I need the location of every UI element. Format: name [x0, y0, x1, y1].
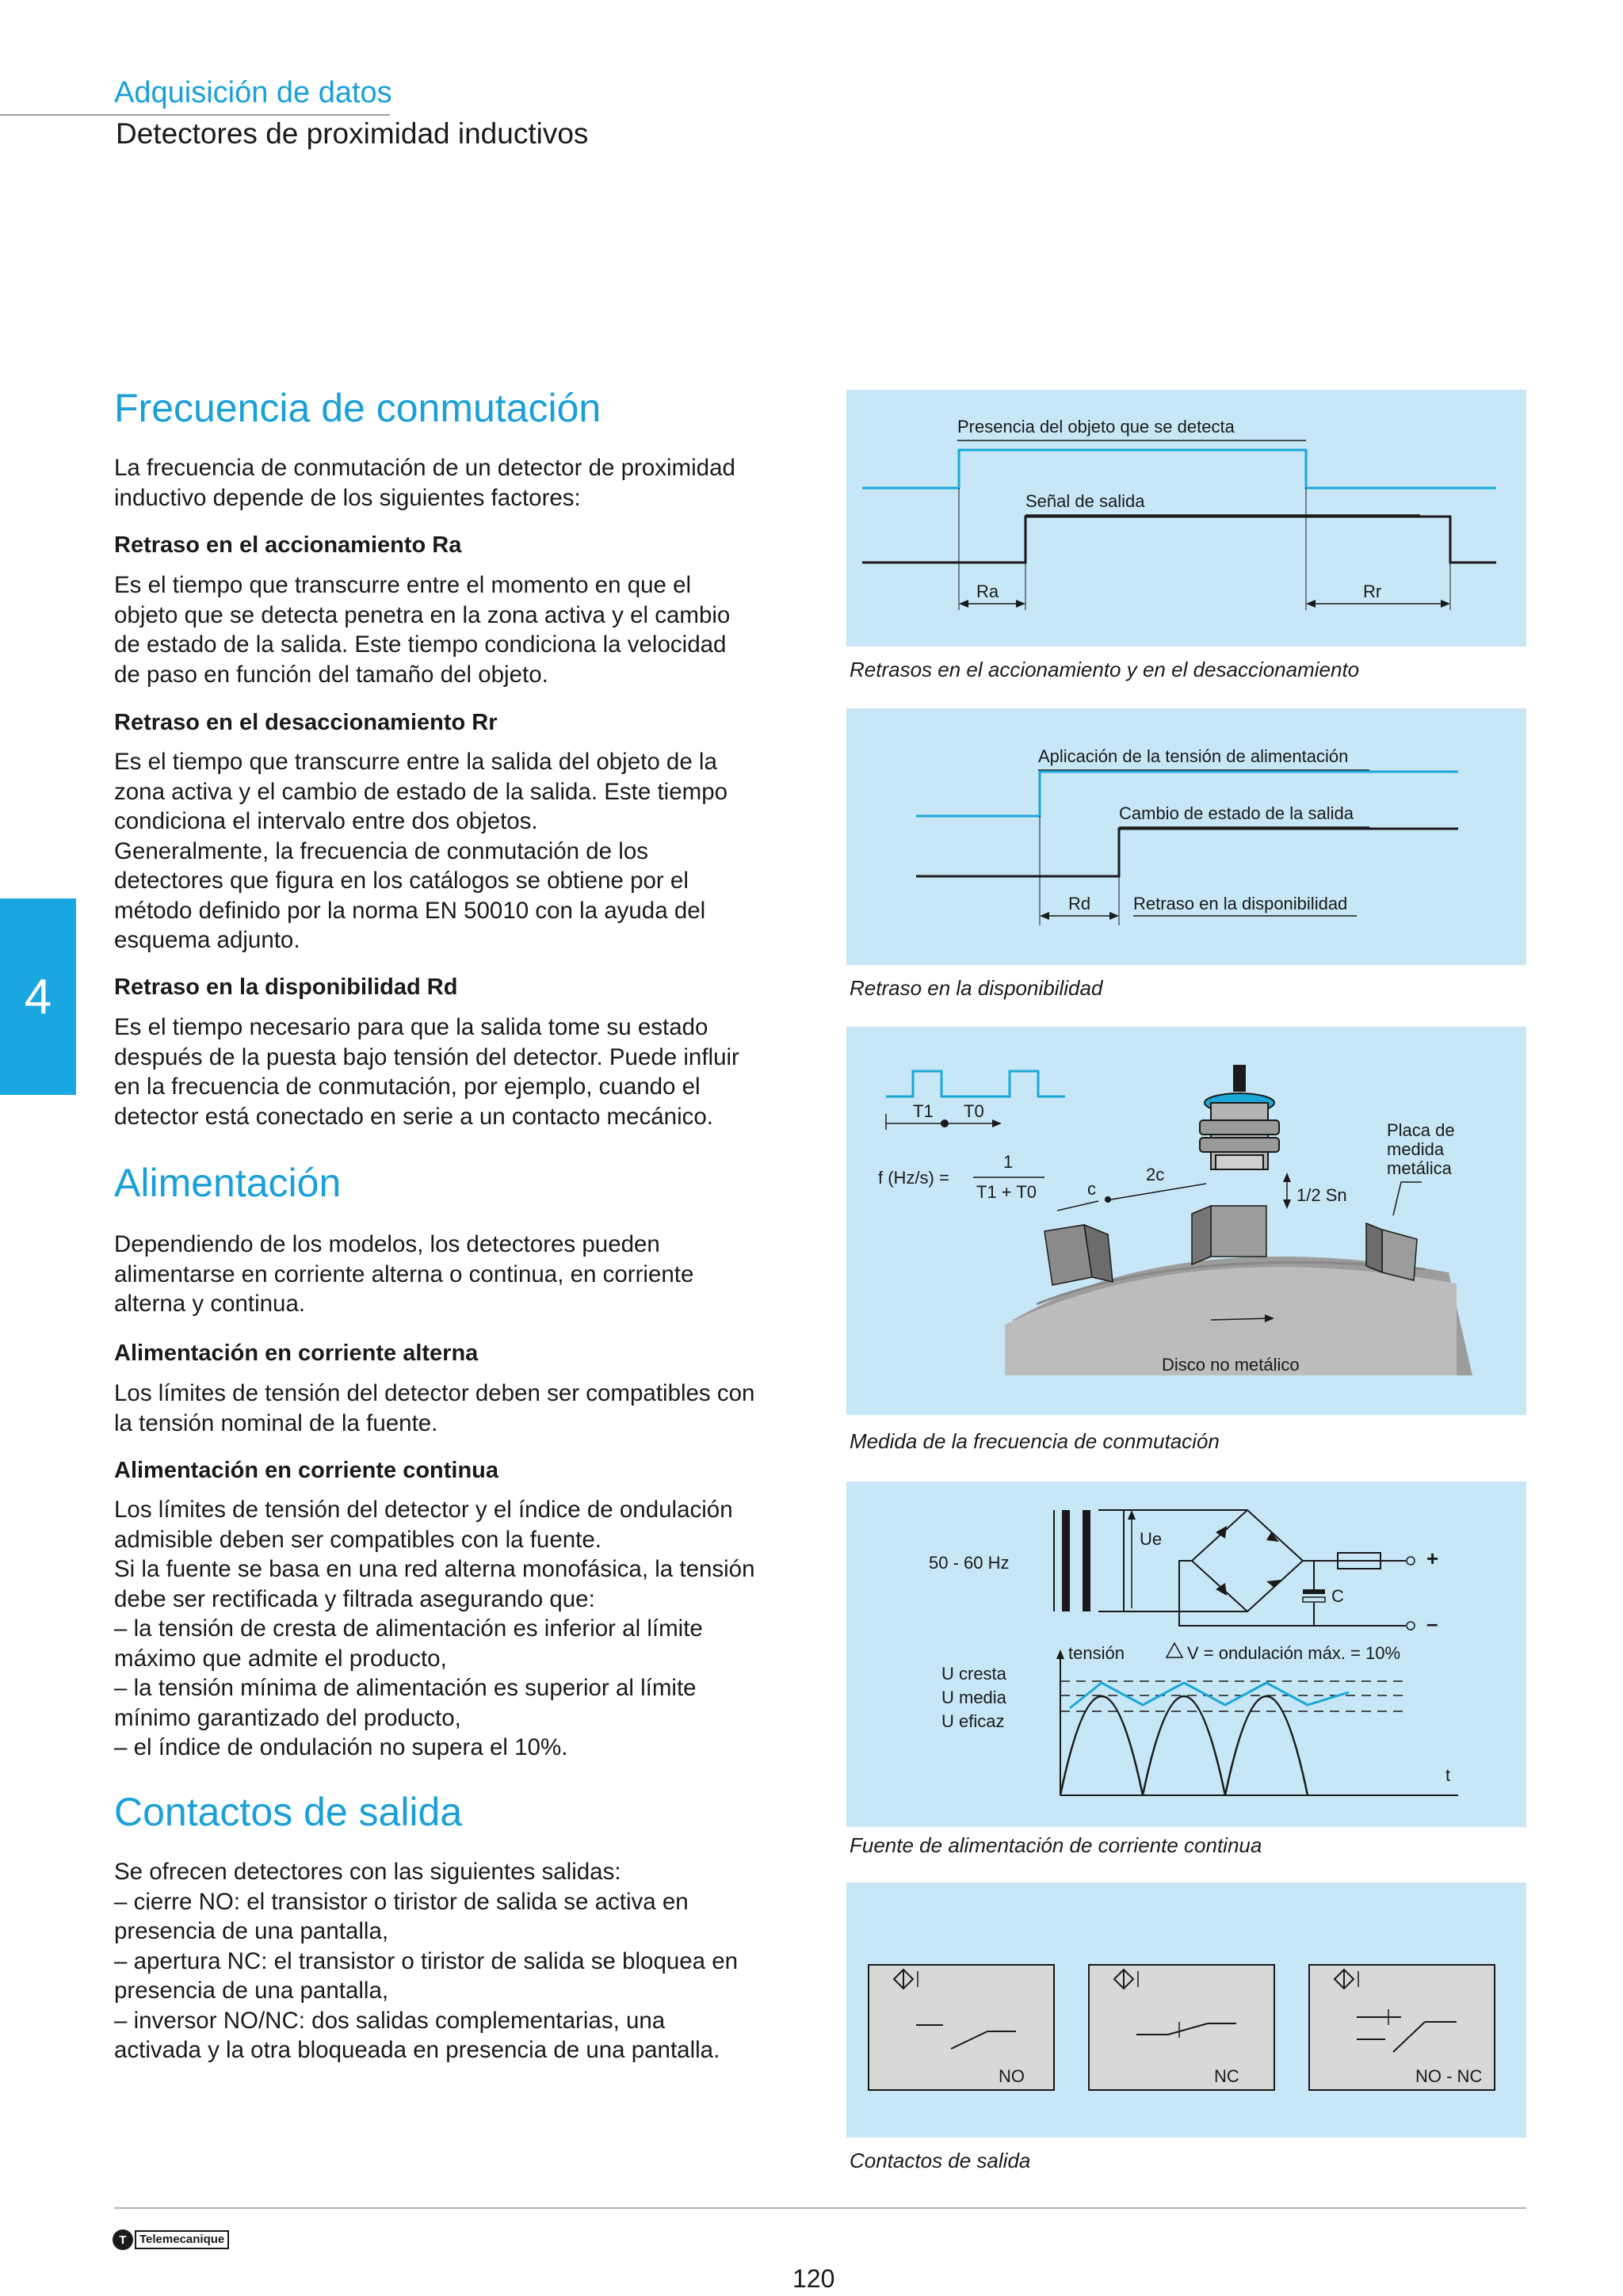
ac-text: Los límites de tensión del detector deben ser compatibles con la tensión nominal de la fuente. — [114, 1380, 755, 1436]
fig4-ueficaz: U eficaz — [941, 1711, 1005, 1731]
contact-no-label: NO — [999, 2066, 1025, 2086]
figure-switching-measure-svg — [846, 1027, 1526, 1415]
fig4-minus: – — [1426, 1611, 1438, 1635]
fig3-t-arrow — [992, 1119, 1002, 1127]
fig3-plate-2: medida — [1387, 1139, 1445, 1159]
fig3-tooth-center-side — [1192, 1206, 1211, 1264]
subheading-dc: Alimentación en corriente continua — [114, 1458, 499, 1483]
subheading-ra: Retraso en el accionamiento Ra — [114, 532, 462, 558]
fig3-sensor-nut2 — [1200, 1138, 1279, 1152]
fig3-tooth-center — [1211, 1206, 1266, 1257]
caption-fig2: Retraso en la disponibilidad — [850, 976, 1103, 1000]
figure-dc-supply — [846, 1482, 1526, 1827]
fig3-plate-1: Placa de — [1387, 1120, 1455, 1140]
fig4-ue-arrow — [1128, 1510, 1136, 1520]
fig3-t-dot — [941, 1119, 949, 1127]
fig4-cap-plate1 — [1303, 1589, 1325, 1594]
fig3-pulse-train — [886, 1071, 1065, 1097]
fig3-disc-label: Disco no metálico — [1162, 1355, 1300, 1375]
caption-fig4: Fuente de alimentación de corriente continua — [850, 1833, 1262, 1857]
heading-frecuencia: Frecuencia de conmutación — [114, 386, 601, 430]
fig3-sn-arrow-down — [1283, 1199, 1291, 1209]
brand-logo-icon: T — [113, 2229, 133, 2250]
brand-logo-text: Telemecanique — [135, 2230, 229, 2249]
fig4-ripple: V = ondulación máx. = 10% — [1187, 1643, 1401, 1663]
fig3-c-dot — [1105, 1196, 1111, 1203]
fig4-ue: Ue — [1140, 1529, 1163, 1549]
fig4-hz: 50 - 60 Hz — [929, 1553, 1010, 1573]
page-number: 120 — [792, 2264, 835, 2293]
fig4-terminal-plus — [1407, 1557, 1415, 1565]
rr-text: Es el tiempo que transcurre entre la salida del objeto de la zona activa y el cambio de estado de la salida. Este tiempo condiciona el intervalo entre dos objetos. Generalmente, la frecuencia de conmutación de los detectores que figura en los catálogos se obtiene por el método definido por la norma EN 50010 con la ayuda del esquema adjunto. — [114, 749, 728, 953]
section-label: Adquisición de datos — [114, 76, 392, 109]
fig4-c: C — [1331, 1586, 1344, 1606]
fig3-plate-3: metálica — [1387, 1158, 1452, 1178]
subheading-ac: Alimentación en corriente alterna — [114, 1341, 479, 1366]
contact-nc-label: NC — [1214, 2066, 1239, 2086]
fig3-plate-leader — [1393, 1182, 1422, 1215]
contact-nonc-label: NO - NC — [1415, 2066, 1483, 2086]
chapter-tab[interactable] — [0, 898, 76, 1095]
fig2-rd-label: Rd — [1068, 894, 1091, 913]
fig3-c: c — [1087, 1179, 1096, 1199]
ra-text: Es el tiempo que transcurre entre el momento en que el objeto que se detecta penetra en la zona activa y el cambio de estado de la salida. Este tiempo condiciona la velocidad de paso en función del tamaño del objeto. — [114, 572, 731, 688]
fig4-secondary — [1098, 1510, 1124, 1611]
heading-contactos: Contactos de salida — [114, 1790, 463, 1834]
fig4-transformer-core2 — [1083, 1510, 1090, 1611]
fig3-tooth-right — [1382, 1230, 1417, 1280]
dc-text: Los límites de tensión del detector y el índice de ondulación admisible deben ser compatibles con la fuente. Si la fuente se basa en una red alterna monofásica, la tensión debe ser rectificada y filtrada asegurando que: – la tensión de cresta de alimentación es inferior al límite máximo que admite el producto, – la tensión mínima de alimentación es superior al límite mínimo garantizado del producto, – el índice de ondulación no supera el 10%. — [114, 1497, 755, 1760]
fig3-tooth-right-side — [1366, 1223, 1382, 1272]
fig1-output-signal — [862, 517, 1496, 563]
figure-availability-svg — [846, 708, 1526, 965]
fig4-plus: + — [1426, 1547, 1439, 1570]
subheading-rd: Retraso en la disponibilidad Rd — [114, 974, 458, 1000]
fig1-rr-label: Rr — [1363, 582, 1382, 601]
fig1-ra-arrow-right — [1016, 600, 1025, 608]
fig3-2c-dim — [1111, 1184, 1206, 1199]
fig1-ra-label: Ra — [976, 582, 999, 601]
figure-output-contacts-svg — [846, 1882, 1526, 2138]
fig1-rr-arrow-right — [1441, 600, 1450, 608]
caption-fig3: Medida de la frecuencia de conmutación — [850, 1429, 1220, 1453]
footer-rule — [114, 2207, 1526, 2209]
fig4-tension: tensión — [1068, 1643, 1125, 1663]
fig2-rd-desc: Retraso en la disponibilidad — [1133, 894, 1348, 913]
alim-intro: Dependiendo de los modelos, los detectores pueden alimentarse en corriente alterna o continua, en corriente alterna y continua. — [114, 1231, 694, 1317]
chapter-number: 4 — [24, 969, 52, 1024]
contacts-text: Se ofrecen detectores con las siguientes salidas: – cierre NO: el transistor o tiristor de salida se activa en presencia de una pantalla, – apertura NC: el transistor o tiristor de salida se bloquea en presencia de una pantalla, – inversor NO/NC: dos salidas complementarias, una activada y la otra bloqueada en presencia de una pantalla. — [114, 1859, 739, 2063]
fig3-den: T1 + T0 — [976, 1182, 1037, 1202]
fig3-sn-arrow-up — [1283, 1173, 1291, 1182]
figure-dc-supply-svg — [846, 1482, 1526, 1827]
fig1-output-label: Señal de salida — [1025, 491, 1145, 511]
figure-switching-measure — [846, 1027, 1526, 1415]
rd-text: Es el tiempo necesario para que la salida tome su estado después de la puesta bajo tensión del detector. Puede influir en la frecuencia de conmutación, por ejemplo, cuando el detector está conectado en serie a un contacto mecánico. — [114, 1014, 739, 1130]
fig4-terminal-minus — [1407, 1622, 1415, 1630]
fig3-sensor-face — [1216, 1155, 1263, 1169]
page-title: Detectores de proximidad inductivos — [116, 117, 589, 150]
fig4-ucresta: U cresta — [941, 1664, 1006, 1684]
fig3-2c: 2c — [1146, 1165, 1165, 1184]
fig4-t: t — [1445, 1765, 1451, 1785]
figure-availability — [846, 708, 1526, 965]
caption-fig1: Retrasos en el accionamiento y en el desaccionamiento — [850, 658, 1360, 681]
fig3-t1: T1 — [913, 1101, 934, 1121]
fig1-ra-arrow-left — [959, 600, 968, 608]
fig3-c-dim — [1057, 1201, 1098, 1211]
heading-alimentacion: Alimentación — [114, 1161, 342, 1205]
fig2-output-signal — [916, 829, 1458, 876]
fig2-rd-arrow-right — [1109, 912, 1119, 920]
contact-no-box — [869, 1965, 1054, 2090]
fig3-sensor-nut1 — [1200, 1120, 1279, 1135]
fig3-freq-label: f (Hz/s) = — [878, 1168, 949, 1188]
fig4-delta-icon — [1167, 1643, 1182, 1657]
header-rule — [0, 114, 390, 116]
fig3-sn: 1/2 Sn — [1296, 1185, 1347, 1205]
fig2-supply-label: Aplicación de la tensión de alimentación — [1038, 746, 1349, 766]
fig1-presence-label: Presencia del objeto que se detecta — [957, 417, 1235, 437]
figure-delays-svg — [846, 390, 1526, 646]
fig3-sensor-cable — [1233, 1065, 1246, 1092]
fig4-cap-plate2 — [1303, 1597, 1325, 1602]
fig4-umedia: U media — [941, 1688, 1006, 1707]
subheading-rr: Retraso en el desaccionamiento Rr — [114, 710, 498, 735]
fig2-rd-arrow-left — [1040, 912, 1049, 920]
fig1-rr-arrow-left — [1306, 600, 1316, 608]
fig3-t0: T0 — [964, 1101, 984, 1121]
fig1-presence-signal — [862, 450, 1496, 488]
figure-output-contacts — [846, 1882, 1526, 2138]
caption-fig5: Contactos de salida — [850, 2149, 1031, 2172]
fig4-bridge — [1192, 1510, 1303, 1611]
brand-logo — [113, 2229, 250, 2250]
fig4-transformer-core1 — [1062, 1510, 1070, 1611]
figure-delays — [846, 390, 1526, 646]
fig2-change-label: Cambio de estado de la salida — [1119, 803, 1354, 823]
fig4-voltage-arrow — [1056, 1650, 1064, 1659]
freq-intro: La frecuencia de conmutación de un detector de proximidad inductivo depende de los siguientes factores: — [114, 455, 735, 511]
fig3-num: 1 — [1003, 1152, 1014, 1172]
contact-nc-box — [1089, 1965, 1274, 2090]
